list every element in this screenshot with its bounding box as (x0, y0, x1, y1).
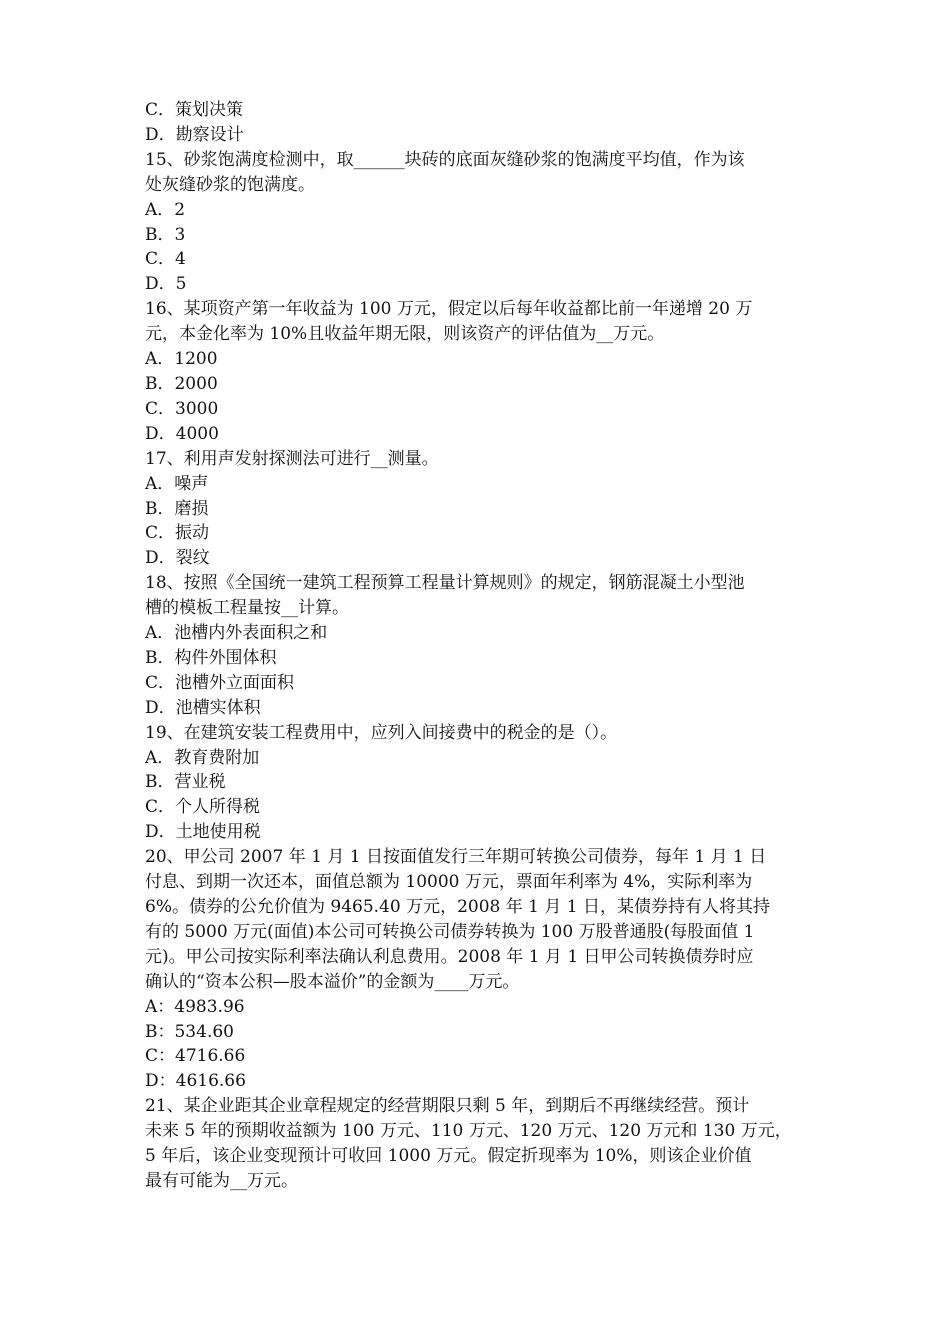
option-c: C．3000 (145, 398, 219, 419)
option-d: D．勘察设计 (145, 124, 244, 145)
question-20-line-6: 确认的“资本公积—股本溢价”的金额为____万元。 (145, 971, 520, 992)
option-d: D．池槽实体积 (145, 697, 261, 718)
option-a: A．2 (145, 199, 186, 220)
option-a: A．1200 (145, 349, 218, 370)
option-c: C．策划决策 (145, 100, 244, 120)
question-18-line-2: 槽的模板工程量按__计算。 (145, 598, 349, 619)
option-a: A．教育费附加 (145, 747, 260, 768)
question-20-line-1: 20、甲公司 2007 年 1 月 1 日按面值发行三年期可转换公司债券，每年 1 月 1 日 (145, 847, 767, 868)
option-b: B．2000 (145, 373, 218, 394)
option-a: A．池槽内外表面积之和 (145, 623, 328, 644)
option-b: B．3 (145, 224, 186, 245)
question-18-line-1: 18、按照《全国统一建筑工程预算工程量计算规则》的规定，钢筋混凝土小型池 (145, 573, 745, 594)
question-20-line-5: 元)。甲公司按实际利率法确认利息费用。2008 年 1 月 1 日甲公司转换债券时应 (145, 946, 754, 967)
document-page (145, 98, 820, 1194)
question-20-line-3: 6%。债券的公允价值为 9465.40 万元，2008 年 1 月 1 日，某债券持有人将其持 (145, 897, 770, 917)
option-b: B．构件外围体积 (145, 647, 277, 668)
question-15-line-1: 15、砂浆饱满度检测中，取______块砖的底面灰缝砂浆的饱满度平均值，作为该 (145, 149, 745, 170)
option-c: C．池槽外立面面积 (145, 672, 295, 693)
option-a: A：4983.96 (145, 996, 245, 1017)
option-d: D．4000 (145, 423, 219, 444)
option-c: C．个人所得税 (145, 797, 261, 818)
question-15-line-2: 处灰缝砂浆的饱满度。 (145, 174, 315, 195)
option-b: B．营业税 (145, 772, 226, 793)
question-16-line-2: 元，本金化率为 10%且收益年期无限，则该资产的评估值为__万元。 (145, 324, 665, 345)
question-21-line-3: 5 年后，该企业变现预计可收回 1000 万元。假定折现率为 10%，则该企业价值 (145, 1146, 752, 1167)
option-d: D：4616.66 (145, 1071, 246, 1092)
option-d: D．5 (145, 274, 187, 295)
option-c: C．振动 (145, 523, 210, 544)
option-c: C：4716.66 (145, 1046, 246, 1067)
question-21-line-2: 未来 5 年的预期收益额为 100 万元、110 万元、120 万元、120 万元和 130 万元， (145, 1121, 792, 1142)
question-16-line-1: 16、某项资产第一年收益为 100 万元，假定以后每年收益都比前一年递增 20 万 (145, 299, 753, 320)
question-21-line-4: 最有可能为__万元。 (145, 1170, 298, 1191)
option-d: D．裂纹 (145, 548, 210, 569)
option-a: A．噪声 (145, 473, 209, 494)
option-c: C．4 (145, 249, 186, 270)
question-17-line-1: 17、利用声发射探测法可进行__测量。 (145, 448, 439, 469)
question-20-line-2: 付息、到期一次还本，面值总额为 10000 万元，票面年利率为 4%，实际利率为 (145, 872, 753, 893)
question-19-line-1: 19、在建筑安装工程费用中，应列入间接费中的税金的是（）。 (145, 722, 618, 743)
question-21-line-1: 21、某企业距其企业章程规定的经营期限只剩 5 年，到期后不再继续经营。预计 (145, 1096, 750, 1117)
option-b: B．磨损 (145, 498, 209, 519)
option-b: B：534.60 (145, 1021, 234, 1042)
question-20-line-4: 有的 5000 万元(面值)本公司可转换公司债券转换为 100 万股普通股(每股面值 1 (145, 921, 755, 942)
option-d: D．土地使用税 (145, 822, 261, 843)
